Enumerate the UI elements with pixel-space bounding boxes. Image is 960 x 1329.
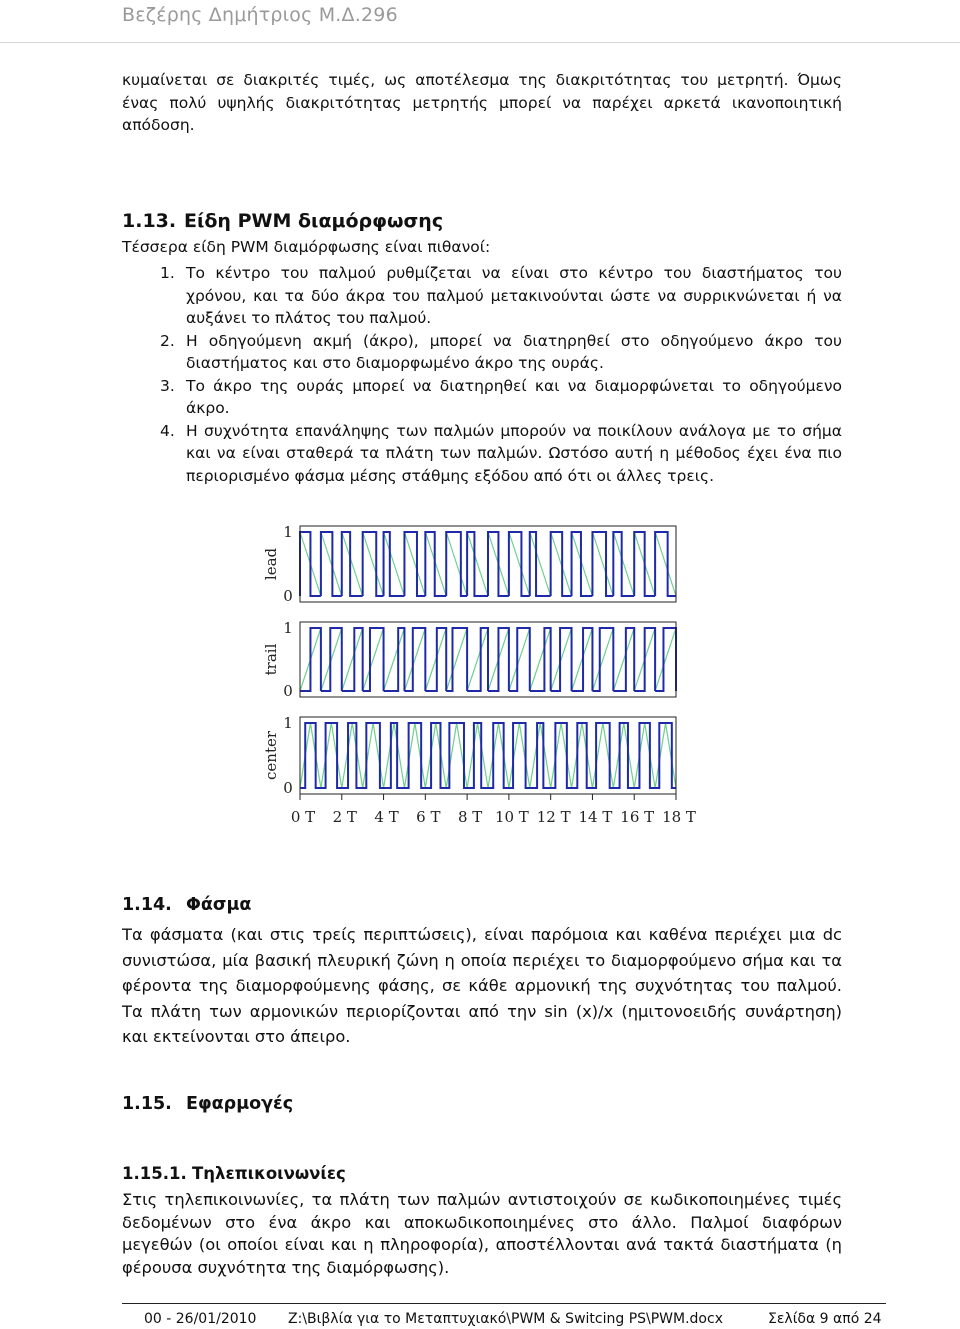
- header-divider: [0, 42, 960, 43]
- list-number: 4.: [160, 421, 175, 440]
- footer-date: 00 - 26/01/2010: [144, 1311, 257, 1327]
- y-tick-label: 1: [283, 714, 293, 732]
- section-heading-1-14: [122, 895, 251, 915]
- pwm-types-list: [122, 262, 842, 487]
- y-tick-label: 1: [283, 523, 293, 541]
- section-heading-1-15: [122, 1094, 293, 1114]
- section-title: Εφαρμογές: [186, 1094, 294, 1114]
- pwm-signal: [300, 532, 676, 596]
- page-header: Βεζέρης Δημήτριος Μ.Δ.296: [122, 4, 398, 26]
- panel-label: center: [262, 730, 280, 781]
- list-text: Το άκρο της ουράς μπορεί να διατηρηθεί και να διαμορφώνεται το οδηγούμενο άκρο.: [186, 376, 842, 417]
- footer-page-number: Σελίδα 9 από 24: [768, 1311, 882, 1327]
- section-intro: Τέσσερα είδη PWM διαμόρφωσης είναι πιθανοί:: [122, 238, 491, 256]
- y-tick-label: 0: [283, 587, 293, 605]
- intro-paragraph: κυμαίνεται σε διακριτές τιμές, ως αποτέλεσμα της διακριτότητας του μετρητή. Όμως ένας πολύ υψηλής διακριτότητας μετρητής μπορεί να παρέχει αρκετά ικανοποιητική απόδοση.: [122, 71, 842, 134]
- list-item: [122, 262, 842, 330]
- pwm-signal: [300, 723, 676, 788]
- list-item: [122, 375, 842, 420]
- footer-path: Z:\Βιβλία για το Μεταπτυχιακό\PWM & Switcing PS\PWM.docx: [288, 1311, 723, 1327]
- pwm-figure: [240, 518, 710, 834]
- section-title: Φάσμα: [186, 895, 252, 915]
- section-heading-1-15-1: [122, 1164, 346, 1183]
- x-tick-label: 2 T: [332, 808, 357, 826]
- list-text: Το κέντρο του παλμού ρυθμίζεται να είναι στο κέντρο του διαστήματος του χρόνου, και τα δύο άκρα του παλμού μετακινούνται ώστε να συρρικνώνεται ή να αυξάνει το πλάτος του παλμού.: [186, 264, 842, 327]
- x-tick-label: 16 T: [620, 808, 655, 826]
- panel-label: trail: [262, 643, 280, 676]
- section-heading-1-13: [122, 210, 443, 232]
- pwm-signal: [300, 628, 676, 691]
- section-number: 1.13.: [122, 210, 177, 232]
- section-number: 1.15.1.: [122, 1164, 187, 1183]
- list-number: 1.: [160, 264, 175, 282]
- x-tick-label: 12 T: [536, 808, 571, 826]
- list-text: Η συχνότητα επανάληψης των παλμών μπορούν να ποικίλουν ανάλογα με το σήμα και να είναι σταθερά τα πλάτη των παλμών. Ωστόσο αυτή η μέθοδος έχει ένα πιο περιορισμένο φάσμα μέσης στάθμης εξόδου από ότι οι άλλες τρεις.: [186, 421, 842, 485]
- section-number: 1.15.: [122, 1094, 172, 1114]
- footer-divider: [122, 1303, 886, 1304]
- x-tick-label: 10 T: [494, 808, 529, 826]
- x-tick-label: 8 T: [457, 808, 483, 826]
- telecom-paragraph: Στις τηλεπικοινωνίες, τα πλάτη των παλμών αντιστοιχούν σε κωδικοποιημένες τιμές δεδομένων στο ένα άκρο και αποκωδικοποιημένες στο άλλο. Παλμοί διαφόρων μεγεθών (οι οποίοι είναι και η πληροφορία), αποστέλλονται ανά τακτά διαστήματα (η φέρουσα συχνότητα της διαμόρφωσης).: [122, 1190, 842, 1277]
- list-item: [122, 420, 842, 488]
- x-tick-label: 4 T: [374, 808, 399, 826]
- section-title: Είδη PWM διαμόρφωσης: [184, 210, 444, 232]
- y-tick-label: 1: [283, 619, 293, 637]
- panel-label: lead: [262, 547, 280, 581]
- list-text: Η οδηγούμενη ακμή (άκρο), μπορεί να διατηρηθεί στο οδηγούμενο άκρο του διαστήματος και στο διαμορφωμένο άκρο της ουράς.: [186, 331, 842, 372]
- list-number: 3.: [160, 376, 175, 395]
- x-tick-label: 0 T: [290, 808, 316, 826]
- x-tick-label: 14 T: [578, 808, 613, 826]
- list-item: [122, 330, 842, 375]
- y-tick-label: 0: [283, 682, 293, 700]
- y-tick-label: 0: [283, 779, 293, 797]
- spectrum-paragraph: Τα φάσματα (και στις τρείς περιπτώσεις), είναι παρόμοια και καθένα περιέχει μια dc συνιστώσα, μία βασική πλευρική ζώνη η οποία περιέχει το διαμορφούμενο σήμα και τα φέροντα της διαμορφούμενης φάσης, σε κάθε αρμονική της συχνότητας του παλμού. Τα πλάτη των αρμονικών περιορίζονται από την sin (x)/x (ημιτονοειδής συνάρτηση) και εκτείνονται στο άπειρο.: [122, 925, 842, 1046]
- section-number: 1.14.: [122, 895, 172, 915]
- x-tick-label: 18 T: [662, 808, 696, 826]
- x-tick-label: 6 T: [416, 808, 441, 826]
- section-title: Τηλεπικοινωνίες: [192, 1164, 346, 1183]
- list-number: 2.: [160, 331, 175, 350]
